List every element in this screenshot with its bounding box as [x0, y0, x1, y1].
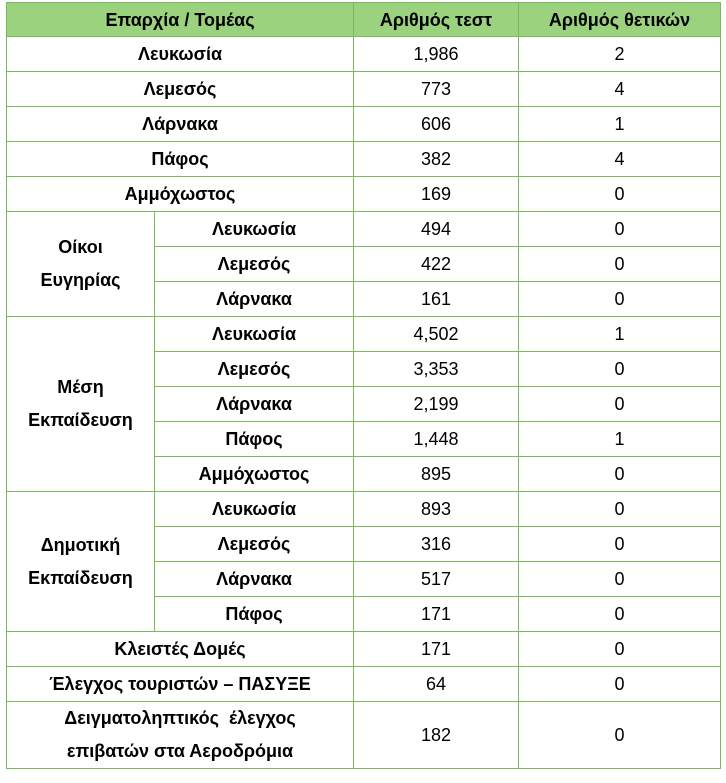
group-label-line: Εκπαίδευση [28, 410, 133, 430]
table-row [7, 107, 721, 142]
positives-count: 0 [519, 177, 721, 212]
category-line: Δειγματοληπτικός έλεγχος [64, 708, 296, 728]
header-tests: Αριθμός τεστ [354, 3, 519, 37]
tests-count: 64 [354, 667, 519, 702]
tests-count: 895 [354, 457, 519, 492]
group-label-line: Μέση [57, 377, 104, 397]
positives-count: 0 [519, 457, 721, 492]
tests-count: 169 [354, 177, 519, 212]
category-name: Κλειστές Δομές [7, 632, 354, 667]
positives-count: 4 [519, 72, 721, 107]
district-name: Λεμεσός [155, 352, 354, 387]
header-region: Επαρχία / Τομέας [7, 3, 354, 37]
tests-count: 517 [354, 562, 519, 597]
tests-count: 494 [354, 212, 519, 247]
tests-count: 4,502 [354, 317, 519, 352]
header-positives: Αριθμός θετικών [519, 3, 721, 37]
district-name: Λάρνακα [155, 562, 354, 597]
positives-count: 1 [519, 107, 721, 142]
table-row [7, 632, 721, 667]
tests-count: 1,986 [354, 37, 519, 72]
positives-count: 0 [519, 597, 721, 632]
tests-count: 3,353 [354, 352, 519, 387]
group-label-nursing-homes [7, 212, 155, 317]
positives-count: 2 [519, 37, 721, 72]
district-name: Λάρνακα [7, 107, 354, 142]
tests-count: 606 [354, 107, 519, 142]
table-row [7, 667, 721, 702]
category-name-airport [7, 702, 354, 769]
positives-count: 0 [519, 702, 721, 769]
tests-count: 1,448 [354, 422, 519, 457]
tests-count: 382 [354, 142, 519, 177]
group-label-line: Εκπαίδευση [28, 567, 133, 588]
positives-count: 1 [519, 317, 721, 352]
district-name: Λευκωσία [7, 37, 354, 72]
district-name: Λευκωσία [155, 212, 354, 247]
covid-tests-table [6, 2, 721, 769]
district-name: Πάφος [155, 422, 354, 457]
category-line: επιβατών στα Αεροδρόμια [66, 741, 294, 761]
table-row [7, 142, 721, 177]
district-name: Πάφος [155, 597, 354, 632]
positives-count: 0 [519, 667, 721, 702]
header-row [7, 3, 721, 37]
group-label-primary-education [7, 492, 155, 632]
tests-count: 893 [354, 492, 519, 527]
group-label-secondary-education [7, 317, 155, 492]
tests-count: 2,199 [354, 387, 519, 422]
positives-count: 0 [519, 212, 721, 247]
positives-count: 4 [519, 142, 721, 177]
group-label-line: Ευγηρίας [40, 270, 121, 290]
positives-count: 0 [519, 282, 721, 317]
district-name: Αμμόχωστος [7, 177, 354, 212]
category-name: Έλεγχος τουριστών – ΠΑΣΥΞΕ [7, 667, 354, 702]
table-row [7, 72, 721, 107]
table-row [7, 317, 721, 352]
tests-count: 422 [354, 247, 519, 282]
district-name: Λεμεσός [7, 72, 354, 107]
tests-count: 182 [354, 702, 519, 769]
tests-count: 161 [354, 282, 519, 317]
positives-count: 0 [519, 352, 721, 387]
table-row [7, 37, 721, 72]
positives-count: 0 [519, 492, 721, 527]
positives-count: 0 [519, 387, 721, 422]
district-name: Λεμεσός [155, 247, 354, 282]
positives-count: 0 [519, 527, 721, 562]
positives-count: 0 [519, 632, 721, 667]
positives-count: 1 [519, 422, 721, 457]
district-name: Λάρνακα [155, 387, 354, 422]
table-row [7, 212, 721, 247]
tests-count: 773 [354, 72, 519, 107]
district-name: Λευκωσία [155, 492, 354, 527]
district-name: Πάφος [7, 142, 354, 177]
table-row [7, 492, 721, 527]
group-label-line: Δημοτική [40, 534, 121, 555]
table-row [7, 177, 721, 212]
group-label-line: Οίκοι [58, 237, 103, 257]
district-name: Λεμεσός [155, 527, 354, 562]
district-name: Αμμόχωστος [155, 457, 354, 492]
positives-count: 0 [519, 562, 721, 597]
positives-count: 0 [519, 247, 721, 282]
district-name: Λευκωσία [155, 317, 354, 352]
tests-count: 171 [354, 632, 519, 667]
tests-count: 171 [354, 597, 519, 632]
table-row [7, 702, 721, 769]
tests-count: 316 [354, 527, 519, 562]
district-name: Λάρνακα [155, 282, 354, 317]
